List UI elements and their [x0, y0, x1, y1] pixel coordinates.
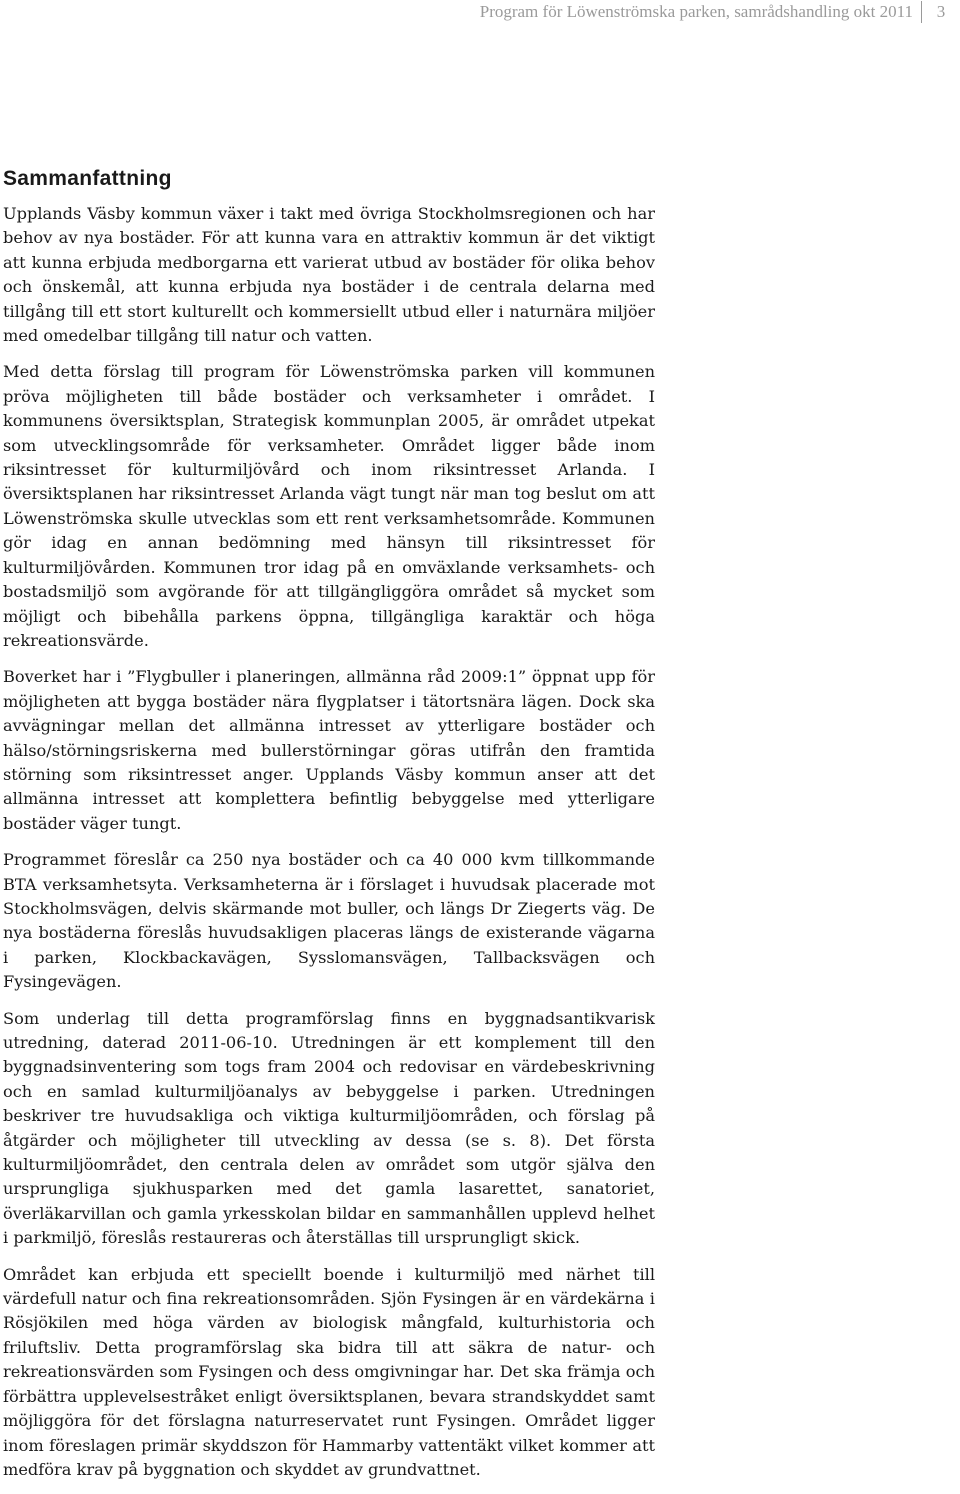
paragraph-nature-values: Området kan erbjuda ett speciellt boende i kulturmiljö med närhet till värdefull natur och fina rekreationsområden. Sjön Fysingen är en värdekärna i Rösjökilen med höga värden av biologisk mångfald, kulturhistoria och friluftsliv. Detta programförslag ska bidra till att säkra de natur- och rekreationsvärden som Fysingen och dess omgivningar har. Det ska främja och förbättra upplevelsestråket enligt översiktsplanen, bevara strandskyddet samt möjliggöra för det förslagna naturreservatet runt Fysingen. Området ligger inom föreslagen primär skyddszon för Hammarby vattentäkt vilket kommer att medföra krav på byggnation och skyddet av grundvattnet. — [3, 1264, 655, 1479]
main-content — [3, 164, 655, 1494]
paragraph-heritage-study: Som underlag till detta programförslag finns en byggnadsantikvarisk utredning, daterad 2011-06-10. Utredningen är ett komplement till den byggnadsinventering som togs fram 2004 och redovisar en värdebeskrivning och en samlad kulturmiljöanalys av bebyggelse i parken. Utredningen beskriver tre huvudsakliga och viktiga kulturmiljöområden, och förslag på åtgärder och möjligheter till utveckling av dessa (se s. 8). Det första kulturmiljöområdet, den centrala delen av området som utgör själva den ursprungliga sjukhusparken med det gamla lasarettet, sanatoriet, överläkarvillan och gamla yrkesskolan bildar en sammanhållen upplevd helhet i parkmiljö, föreslås restaureras och återställas till ursprungligt skick. — [3, 1008, 655, 1248]
page-number: 3 — [936, 2, 946, 21]
paragraph-housing-count: Programmet föreslår ca 250 nya bostäder och ca 40 000 kvm tillkommande BTA verksamhetsyta. Verksamheterna är i förslaget i huvudsak placerade mot Stockholmsvägen, delvis skärmande mot buller, och längs Dr Ziegerts väg. De nya bostäderna föreslås huvudsakligen placeras längs de existerande vägarna i parken, Klockbackavägen, Sysslomansvägen, Tallbacksvägen och Fysingevägen. — [3, 850, 655, 992]
section-title: Sammanfattning — [3, 167, 172, 190]
running-header — [480, 0, 960, 24]
paragraph-program-proposal: Med detta förslag till program för Löwenströmska parken vill kommunen pröva möjligheten till både bostäder och verksamheter i området. I kommunens översiktsplan, Strategisk kommunplan 2005, är området utpekat som utvecklingsområde för verksamheter. Området ligger både inom riksintresset för kulturmiljövård och inom riksintresset Arlanda. I översiktsplanen har riksintresset Arlanda vägt tungt när man tog beslut om att Löwenströmska skulle utvecklas som ett rent verksamhetsområde. Kommunen gör idag en annan bedömning med hänsyn till riksintresset för kulturmiljövården. Kommunen tror idag på en omväxlande verksamhets- och bostadsmiljö som avgörande för att tillgängliggöra området så mycket som möjligt och bibehålla parkens öppna, tillgängliga karaktär och höga rekreationsvärde. — [3, 362, 655, 650]
paragraph-aircraft-noise: Boverket har i ”Flygbuller i planeringen, allmänna råd 2009:1” öppnat upp för möjligheten att bygga bostäder nära flygplatser i tätortsnära lägen. Dock ska avvägningar mellan det allmänna intresset av ytterligare bostäder och hälso/störningsriskerna med bullerstörningar göras utifrån den framtida störning som riksintresset anger. Upplands Väsby kommun anser att det allmänna intresset att komplettera befintlig bebyggelse med ytterligare bostäder väger tungt. — [3, 667, 655, 833]
document-title: Program för Löwenströmska parken, samrådshandling okt 2011 — [479, 2, 913, 21]
paragraph-intro: Upplands Väsby kommun växer i takt med övriga Stockholmsregionen och har behov av nya bostäder. För att kunna vara en attraktiv kommun är det viktigt att kunna erbjuda medborgarna ett varierat utbud av bostäder för olika behov och önskemål, att kunna erbjuda nya bostäder i de centrala delarna med tillgång till ett stort kulturellt och kommersiellt utbud eller i naturnära miljöer med omedelbar tillgång till natur och vatten. — [3, 204, 655, 346]
